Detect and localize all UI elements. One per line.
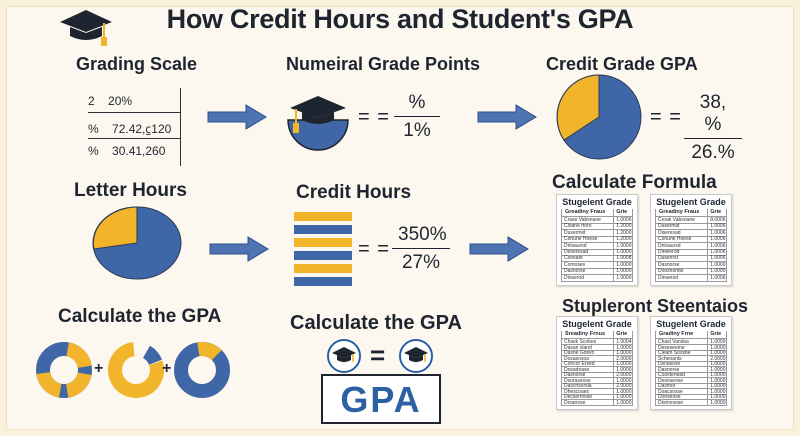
- sheet-cell: 1.0000: [616, 377, 632, 384]
- sheet-divider: [613, 331, 614, 406]
- sheet-cell: 1.0008: [616, 255, 632, 262]
- sheet-cell: Dinelerod: [658, 249, 680, 255]
- sheet-divider: [655, 209, 656, 282]
- sheet-cell: 1.0006: [616, 217, 632, 223]
- sheet-cell: 1.0000: [710, 388, 726, 395]
- sheet-cell: Cloane rtoro: [564, 223, 592, 230]
- sheet-cell: 1.0000: [616, 274, 632, 281]
- sheet-cell: 1.0000: [710, 372, 726, 378]
- sheet-cell: Doacsosse: [658, 388, 683, 395]
- sheet-cell: Dascnsorsla: [564, 383, 592, 389]
- letter-hours-pie-chart: [90, 204, 184, 282]
- sheet-cell: Dsoraseose: [564, 377, 591, 384]
- credit-grade-gpa-heading: Credit Grade GPA: [546, 54, 698, 74]
- sheet-cell: 1.0000: [710, 399, 726, 406]
- sheet-cell: Diseresad: [658, 229, 681, 236]
- sheet-cell: 2.0000: [616, 355, 632, 362]
- sheet-cell: Dasan sland: [564, 344, 592, 351]
- sheet-cell: Crase Vabsnane: [564, 217, 601, 223]
- sheet-cell: 2.0000: [710, 355, 726, 362]
- sheet-cell: 1.0004: [616, 339, 632, 345]
- student-grade-sheet: [650, 194, 732, 286]
- sheet-cell: Dinserod: [564, 274, 585, 281]
- sheet-divider: [726, 209, 727, 282]
- sheet-cell: Dusermid: [658, 223, 680, 230]
- page-title: How Credit Hours and Student's GPA: [166, 4, 634, 34]
- sheet-cell: 1.0000: [616, 388, 632, 395]
- sheet-cell: 1.0000: [710, 361, 726, 367]
- sheet-cell: Coostenead: [658, 372, 685, 378]
- sheet-col-header: Greadiny Fraus: [565, 209, 606, 215]
- student-grade-sheet: [556, 194, 638, 286]
- sheet-cell: Dhescoaes: [564, 388, 590, 395]
- arrow-right-icon: [468, 236, 530, 262]
- sheet-cell: Chask Scobes: [564, 339, 597, 345]
- sheet-cell: 8.0006: [710, 217, 726, 223]
- sheet-cell: 1.0000: [710, 377, 726, 384]
- credit-hours-fraction: [392, 224, 450, 274]
- fraction-numerator: %: [394, 92, 440, 117]
- sheet-cell: 1.0006: [710, 274, 726, 281]
- sheet-cell: Dnisaursd: [658, 242, 681, 249]
- sheet-divider: [561, 209, 562, 282]
- calculate-gpa-heading-left: Calculate the GPA: [58, 306, 222, 327]
- sheet-cell: Chasl Vandsa: [658, 339, 689, 345]
- sheet-cell: 2.0000: [616, 372, 632, 378]
- sheet-cell: 1.0006: [710, 242, 726, 249]
- sheet-cell: 1.0006: [710, 255, 726, 262]
- sheet-cell: Drsanose: [564, 399, 586, 406]
- sheet-cell: Dsnasose: [658, 361, 681, 367]
- sheet-cell: 1.0000: [616, 268, 632, 275]
- sheet-cell: 1.0000: [616, 399, 632, 406]
- scale-row-2: % 72.42,⃀120: [88, 122, 172, 136]
- sheet-col-header: Gradiny Frne: [659, 331, 694, 337]
- sheet-divider: [632, 209, 633, 282]
- sheet-cell: 1.0000: [710, 344, 726, 351]
- sheet-cell: 1.0000: [616, 249, 632, 255]
- fraction-numerator: 350%: [392, 224, 450, 249]
- sheet-divider: [613, 209, 614, 282]
- sheet-title: Stugelent Grade: [562, 319, 632, 329]
- equals-sign: = =: [358, 106, 390, 128]
- sheet-cell: 2.0000: [616, 383, 632, 389]
- sheet-cell: Dasnorse: [564, 268, 586, 275]
- arrow-right-icon: [476, 104, 538, 130]
- arrow-right-icon: [206, 104, 268, 130]
- sheet-col-header: Grie: [710, 209, 722, 215]
- cap-circle-icon: [398, 338, 434, 374]
- sheet-cell: 1.2000: [616, 229, 632, 236]
- donut-chart-icon: [106, 340, 166, 400]
- sheet-col-header: Sreadiny Frnus: [565, 331, 606, 337]
- sheet-col-header: Grie: [616, 331, 628, 337]
- grading-scale-table: [88, 88, 181, 166]
- equals-sign: =: [370, 340, 386, 370]
- sheet-col-header: Grie: [710, 331, 722, 337]
- cap-bowl-icon: [284, 90, 352, 156]
- sheet-cell: Dosadoase: [564, 366, 590, 373]
- sheet-cell: Desnseose: [658, 377, 684, 384]
- numerical-fraction: [394, 92, 440, 142]
- sheet-cell: 1.0000: [710, 339, 726, 345]
- sheet-rule: [561, 281, 633, 282]
- scale-row-1: 2 20%: [88, 94, 133, 108]
- credit-gpa-fraction: [684, 92, 742, 164]
- sheet-cell: Dtsmosose: [658, 399, 684, 406]
- sheet-cell: 1.2000: [616, 236, 632, 243]
- sheet-cell: Dasnorse: [658, 261, 680, 268]
- sheet-cell: Dusenrst: [658, 255, 679, 262]
- sheet-cell: Cleam Sossbe: [658, 350, 691, 356]
- calculate-gpa-heading-center: Calculate the GPA: [290, 312, 462, 334]
- sheet-cell: Dosasosoa: [564, 355, 590, 362]
- sheet-cell: 1.0000: [710, 350, 726, 356]
- sheet-col-header: Grie: [616, 209, 628, 215]
- sheet-cell: Deseseeme: [658, 344, 685, 351]
- sheet-cell: Donseose: [658, 394, 681, 400]
- sheet-cell: 1.0006: [710, 236, 726, 243]
- sheet-cell: 1.0000: [616, 361, 632, 367]
- credit-gpa-pie-chart: [554, 72, 644, 162]
- sheet-title: Stugelent Grade: [562, 197, 632, 207]
- cap-circle-icon: [326, 338, 362, 374]
- donut-chart-icon: [172, 340, 232, 400]
- sheet-divider: [655, 331, 656, 406]
- sheet-cell: Dnisaursd: [564, 242, 587, 249]
- sheet-title: Stugelent Grade: [656, 197, 726, 207]
- credit-hours-bars-icon: [294, 212, 352, 288]
- sheet-cell: Dusermid: [564, 229, 586, 236]
- sheet-cell: Deseresad: [564, 249, 589, 255]
- sheet-cell: Dasnorse: [564, 372, 586, 378]
- sheet-rule: [561, 405, 633, 406]
- sheet-divider: [707, 331, 708, 406]
- sheet-cell: 1.0000: [710, 366, 726, 373]
- equals-sign: = =: [358, 238, 390, 260]
- sheet-cell: Conune Hoese: [564, 236, 598, 243]
- sheet-cell: 1.0000: [710, 268, 726, 275]
- arrow-right-icon: [208, 236, 270, 262]
- sheet-cell: Doosnomte: [658, 268, 684, 275]
- plus-sign: +: [94, 360, 104, 377]
- credit-hours-heading: Credit Hours: [296, 182, 412, 203]
- sheet-divider: [632, 331, 633, 406]
- sheet-col-header: Greadiny Fraus: [659, 209, 700, 215]
- sheet-cell: 1.0000: [616, 261, 632, 268]
- sheet-cell: Dinserod: [658, 274, 679, 281]
- sheet-cell: Dasne Gosvo: [564, 350, 595, 356]
- sheet-cell: Scheoants: [658, 355, 682, 362]
- gpa-result-box: [321, 374, 441, 424]
- sheet-cell: 1.0006: [710, 223, 726, 230]
- sheet-cell: 1.0000: [616, 242, 632, 249]
- student-grade-sheet: [556, 316, 638, 410]
- sheet-cell: 1.0000: [616, 394, 632, 400]
- donut-chart-icon: [34, 340, 94, 400]
- sheet-cell: 1.0000: [616, 350, 632, 356]
- sheet-cell: 1.0006: [710, 229, 726, 236]
- equals-sign: = =: [650, 106, 682, 128]
- scale-row-3: % 30.41,260: [88, 144, 166, 158]
- fraction-denominator: 27%: [401, 252, 441, 273]
- sheet-cell: 1.0000: [710, 383, 726, 389]
- letter-hours-heading: Letter Hours: [74, 180, 187, 201]
- sheet-cell: Coosate: [564, 255, 583, 262]
- sheet-cell: 1.0006: [710, 249, 726, 255]
- numerical-points-heading: Numeiral Grade Points: [286, 54, 481, 74]
- fraction-denominator: 1%: [403, 120, 431, 141]
- student-grade-sheet: [650, 316, 732, 410]
- sheet-cell: 1.0000: [710, 261, 726, 268]
- sheet-divider: [561, 331, 562, 406]
- sheet-cell: Decsermose: [564, 394, 593, 400]
- sheet-rule: [655, 281, 727, 282]
- sheet-cell: 1.0000: [616, 366, 632, 373]
- sheet-rule: [655, 405, 727, 406]
- sheet-cell: Comoses: [564, 261, 586, 268]
- sheet-cell: Dasmor: [658, 383, 676, 389]
- sheet-divider: [726, 331, 727, 406]
- sheet-divider: [707, 209, 708, 282]
- gpa-result-text: GPA: [340, 379, 422, 420]
- fraction-numerator: 38, %: [684, 92, 742, 139]
- sheet-cell: Concor Ersed: [564, 361, 595, 367]
- sheet-title: Stugelent Grade: [656, 319, 726, 329]
- calculate-formula-heading: Calculate Formula: [552, 172, 717, 193]
- sheet-cell: 1.0000: [616, 344, 632, 351]
- sheet-cell: 1.0000: [710, 394, 726, 400]
- sheet-cell: Croak Vabsnane: [658, 217, 695, 223]
- fraction-denominator: 26.%: [691, 142, 735, 163]
- sheet-cell: Dasnorse: [658, 366, 680, 373]
- sheet-cell: 1.2000: [616, 223, 632, 230]
- stupleront-heading: Stupleront Steentaios: [562, 296, 749, 316]
- sheet-cell: Conune Hoese: [658, 236, 692, 243]
- grading-scale-heading: Grading Scale: [76, 54, 198, 74]
- plus-sign: +: [162, 360, 172, 377]
